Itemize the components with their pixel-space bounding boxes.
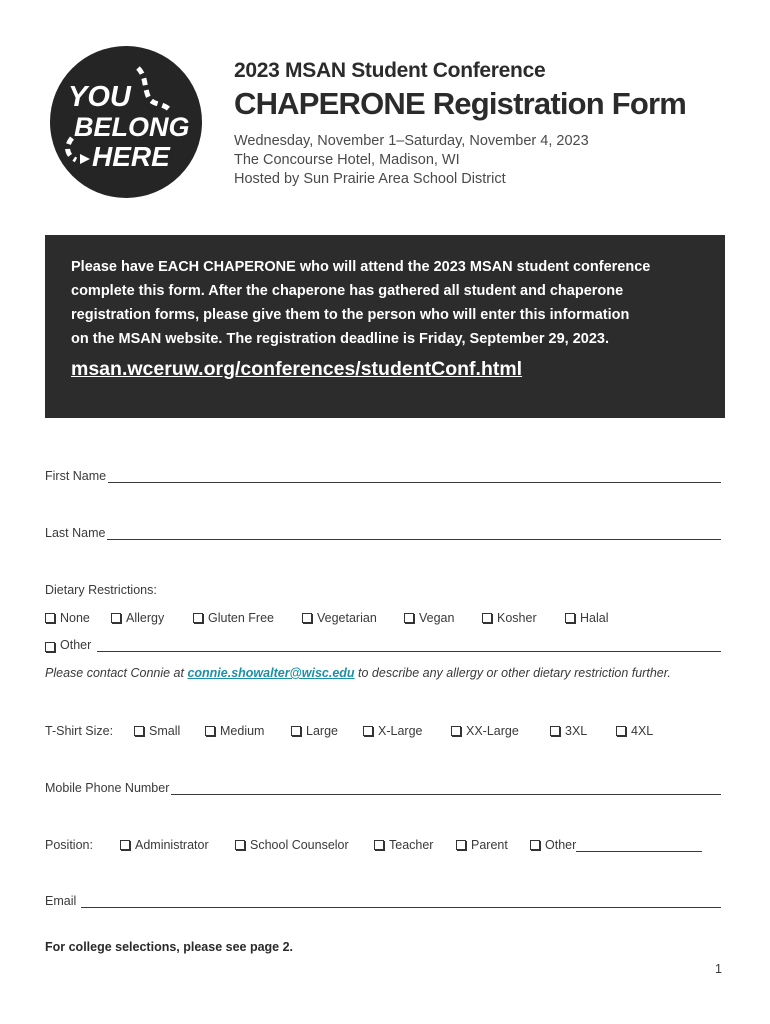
contact-email-link[interactable]: connie.showalter@wisc.edu	[187, 666, 355, 680]
checkbox-icon[interactable]	[456, 840, 466, 850]
conference-subtitle: 2023 MSAN Student Conference	[234, 59, 546, 82]
msan-website-link[interactable]: msan.wceruw.org/conferences/studentConf.html	[71, 358, 523, 380]
position-option-teacher[interactable]: Teacher	[374, 838, 456, 852]
tshirt-size-row	[45, 724, 653, 738]
email-line[interactable]	[81, 895, 721, 908]
position-other-line[interactable]	[576, 839, 702, 852]
checkbox-icon[interactable]	[291, 726, 301, 736]
tshirt-option-4xl[interactable]: 4XL	[616, 724, 653, 738]
first-name-label: First Name	[45, 469, 107, 483]
checkbox-icon[interactable]	[235, 840, 245, 850]
checkbox-icon[interactable]	[205, 726, 215, 736]
dietary-option-vegan[interactable]: Vegan	[404, 611, 482, 625]
dietary-other-line[interactable]	[97, 639, 721, 652]
logo-text-belong: BELONG	[74, 112, 190, 142]
page-number: 1	[715, 962, 722, 976]
tshirt-option-xx-large[interactable]: XX-Large	[451, 724, 550, 738]
instructions-text: Please have EACH CHAPERONE who will attend the 2023 MSAN student conference complete this form. After the chaperone has gathered all student and chaperone registration forms, please give them to the person who will enter this information on the MSAN website. The registration deadline is Friday, September 29, 2023.	[71, 259, 651, 347]
college-selection-note: For college selections, please see page 2.	[45, 940, 294, 954]
checkbox-icon[interactable]	[363, 726, 373, 736]
position-option-other[interactable]: Other	[530, 838, 702, 852]
last-name-field[interactable]	[45, 526, 721, 540]
tshirt-option-3xl[interactable]: 3XL	[550, 724, 616, 738]
checkbox-icon[interactable]	[120, 840, 130, 850]
dietary-option-gluten-free[interactable]: Gluten Free	[193, 611, 302, 625]
dietary-other-field[interactable]	[45, 638, 721, 652]
last-name-line[interactable]	[107, 527, 721, 540]
mobile-phone-label: Mobile Phone Number	[45, 781, 170, 795]
position-row	[45, 838, 702, 852]
dietary-option-halal[interactable]: Halal	[565, 611, 609, 625]
page-title: CHAPERONE Registration Form	[234, 86, 687, 121]
checkbox-icon[interactable]	[45, 613, 55, 623]
checkbox-icon[interactable]	[530, 840, 540, 850]
logo-text-you: YOU	[68, 81, 131, 113]
checkbox-icon[interactable]	[565, 613, 575, 623]
checkbox-icon[interactable]	[374, 840, 384, 850]
dietary-heading	[45, 583, 721, 597]
you-belong-here-logo	[50, 46, 202, 198]
last-name-label: Last Name	[45, 526, 106, 540]
dietary-other-label: Other	[60, 638, 92, 652]
checkbox-icon[interactable]	[134, 726, 144, 736]
mobile-phone-line[interactable]	[171, 782, 721, 795]
tshirt-option-x-large[interactable]: X-Large	[363, 724, 451, 738]
checkbox-icon[interactable]	[616, 726, 626, 736]
tshirt-label: T-Shirt Size:	[45, 724, 114, 738]
event-info	[234, 132, 744, 189]
checkbox-icon[interactable]	[451, 726, 461, 736]
dietary-options	[45, 611, 609, 625]
checkbox-icon[interactable]	[111, 613, 121, 623]
position-option-parent[interactable]: Parent	[456, 838, 530, 852]
dietary-option-vegetarian[interactable]: Vegetarian	[302, 611, 404, 625]
event-host: Hosted by Sun Prairie Area School District	[234, 171, 506, 187]
position-option-administrator[interactable]: Administrator	[120, 838, 235, 852]
checkbox-icon[interactable]	[482, 613, 492, 623]
first-name-field[interactable]	[45, 469, 721, 483]
logo-text-here: HERE	[92, 141, 170, 172]
event-dates: Wednesday, November 1–Saturday, November 4, 2023	[234, 133, 589, 149]
mobile-phone-field[interactable]	[45, 781, 721, 795]
checkbox-icon[interactable]	[404, 613, 414, 623]
position-label: Position:	[45, 838, 93, 852]
tshirt-option-small[interactable]: Small	[134, 724, 205, 738]
tshirt-option-large[interactable]: Large	[291, 724, 363, 738]
dietary-label: Dietary Restrictions:	[45, 583, 157, 597]
dietary-option-kosher[interactable]: Kosher	[482, 611, 565, 625]
email-label: Email	[45, 894, 77, 908]
tshirt-option-medium[interactable]: Medium	[205, 724, 291, 738]
position-option-school-counselor[interactable]: School Counselor	[235, 838, 374, 852]
checkbox-icon[interactable]	[45, 642, 55, 652]
instructions-banner	[45, 235, 725, 418]
form-header	[234, 58, 744, 189]
dietary-option-none[interactable]: None	[45, 611, 111, 625]
checkbox-icon[interactable]	[193, 613, 203, 623]
first-name-line[interactable]	[108, 470, 721, 483]
email-field[interactable]	[45, 894, 721, 908]
checkbox-icon[interactable]	[550, 726, 560, 736]
dietary-note: Please contact Connie at connie.showalter@wisc.edu to describe any allergy or other dietary restriction further.	[45, 666, 671, 680]
checkbox-icon[interactable]	[302, 613, 312, 623]
dietary-option-allergy[interactable]: Allergy	[111, 611, 193, 625]
event-venue: The Concourse Hotel, Madison, WI	[234, 152, 460, 168]
